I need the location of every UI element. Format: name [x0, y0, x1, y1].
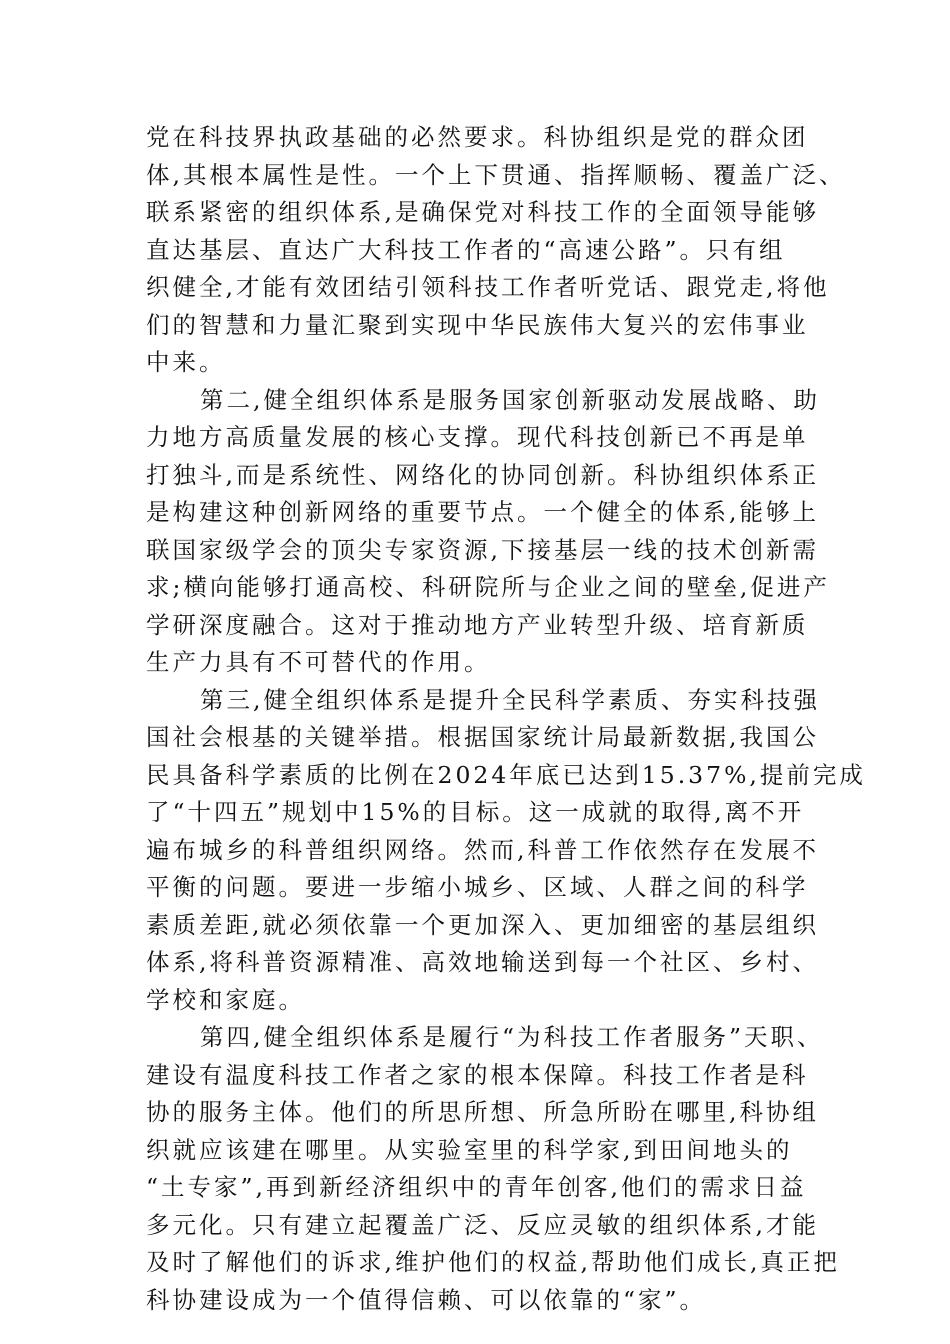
paragraph-1 — [146, 119, 846, 382]
text-line: 多元化。只有建立起覆盖广泛、反应灵敏的组织体系,才能 — [146, 1210, 819, 1239]
text-line: 体,其根本属性是性。一个上下贯通、指挥顺畅、覆盖广泛、 — [146, 160, 846, 189]
text-line: 力地方高质量发展的核心支撑。现代科技创新已不再是单 — [146, 423, 809, 451]
text-line: 是构建这种创新网络的重要节点。一个健全的体系,能够上 — [146, 498, 819, 526]
text-line: 党在科技界执政基础的必然要求。科协组织是党的群众团 — [146, 123, 809, 151]
text-line: 平衡的问题。要进一步缩小城乡、区域、人群之间的科学 — [146, 873, 809, 901]
text-line: 打独斗,而是系统性、网络化的协同创新。科协组织体系正 — [146, 460, 819, 489]
paragraph-4 — [146, 1019, 840, 1319]
text-line: 协的服务主体。他们的所思所想、所急所盼在哪里,科协组 — [146, 1098, 819, 1126]
text-line: 织健全,才能有效团结引领科技工作者听党话、跟党走,将他 — [146, 273, 830, 301]
paragraph-2 — [146, 382, 830, 682]
text-line: 第三,健全组织体系是提升全民科学素质、夯实科技强 — [200, 685, 820, 714]
text-line: 联系紧密的组织体系,是确保党对科技工作的全面领导能够 — [146, 198, 819, 226]
text-line: 国社会根基的关键举措。根据国家统计局最新数据,我国公 — [146, 723, 819, 751]
text-line: 素质差距,就必须依靠一个更加深入、更加细密的基层组织 — [146, 910, 819, 939]
text-line: 直达基层、直达广大科技工作者的“高速公路”。只有组 — [146, 235, 786, 264]
text-line: 及时了解他们的诉求,维护他们的权益,帮助他们成长,真正把 — [146, 1248, 840, 1276]
text-line: 生产力具有不可替代的作用。 — [146, 648, 491, 676]
document-body — [146, 119, 866, 1319]
text-line: 建设有温度科技工作者之家的根本保障。科技工作者是科 — [146, 1060, 809, 1089]
text-line: 第二,健全组织体系是服务国家创新驱动发展战略、助 — [200, 385, 820, 414]
text-line: 学校和家庭。 — [146, 985, 305, 1014]
text-line: 们的智慧和力量汇聚到实现中华民族伟大复兴的宏伟事业 — [146, 310, 809, 339]
text-line: 联国家级学会的顶尖专家资源,下接基层一线的技术创新需 — [146, 535, 819, 564]
text-line: 求;横向能够打通高校、科研院所与企业之间的壁垒,促进产 — [146, 573, 830, 601]
text-line: 第四,健全组织体系是履行“为科技工作者服务”天职、 — [200, 1023, 824, 1051]
text-line: 了“十四五”规划中15%的目标。这一成就的取得,离不开 — [146, 798, 805, 826]
text-line: 民具备科学素质的比例在2024年底已达到15.37%,提前完成 — [146, 760, 866, 789]
text-line: 科协建设成为一个值得信赖、可以依靠的“家”。 — [146, 1285, 707, 1314]
text-line: “土专家”,再到新经济组织中的青年创客,他们的需求日益 — [146, 1173, 807, 1201]
paragraph-3 — [146, 682, 866, 1020]
text-line: 体系,将科普资源精准、高效地输送到每一个社区、乡村、 — [146, 948, 819, 976]
text-line: 织就应该建在哪里。从实验室里的科学家,到田间地头的 — [146, 1135, 793, 1164]
text-line: 中来。 — [146, 348, 226, 376]
text-line: 学研深度融合。这对于推动地方产业转型升级、培育新质 — [146, 610, 809, 639]
text-line: 遍布城乡的科普组织网络。然而,科普工作依然存在发展不 — [146, 835, 819, 864]
